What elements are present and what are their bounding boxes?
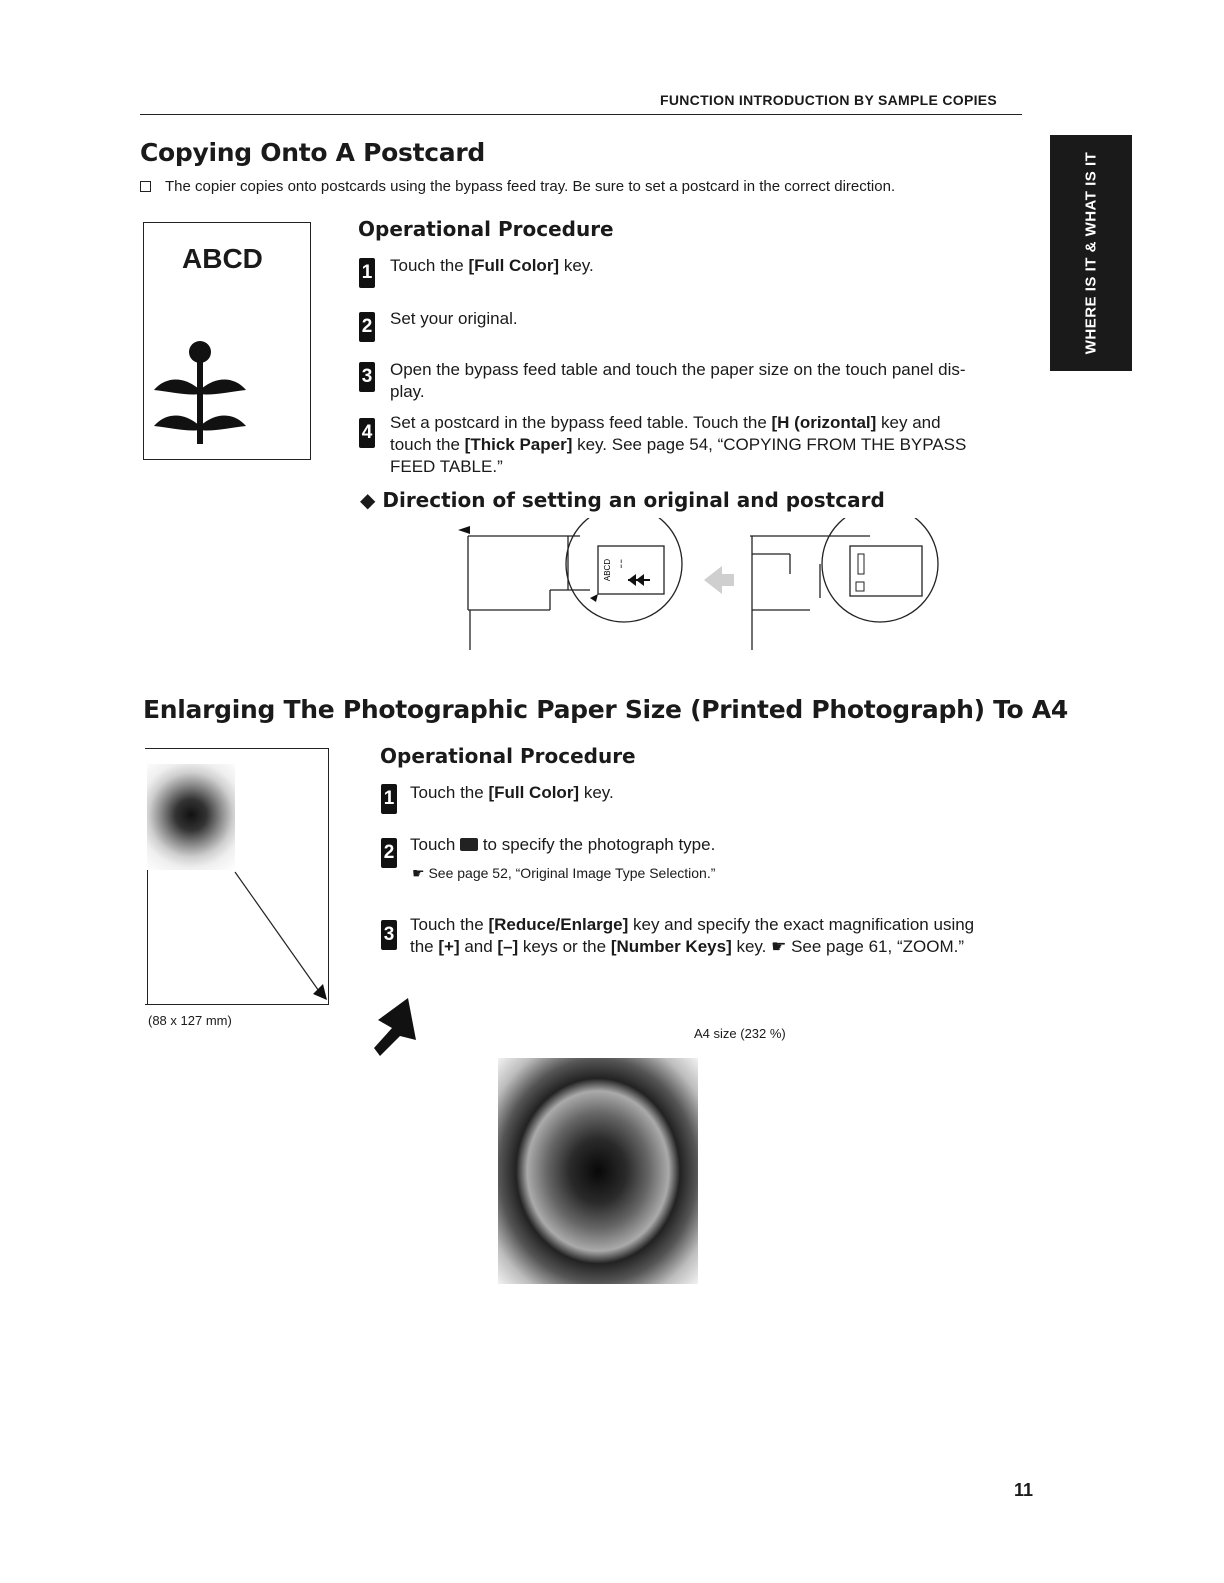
original-figure xyxy=(143,222,311,460)
diagram-small-tick: ¦ xyxy=(620,558,623,568)
diagram-abcd-label: ABCD xyxy=(603,558,612,582)
section-title-postcard: Copying Onto A Postcard xyxy=(140,138,485,167)
diamond-bullet-icon: ◆ xyxy=(360,488,376,512)
full-color-key: [Full Color] xyxy=(468,256,560,275)
note-text: The copier copies onto postcards using the bypass feed tray. Be sure to set a postcard in the correct direction. xyxy=(165,178,896,195)
a4-size-caption: A4 size (232 %) xyxy=(694,1026,786,1041)
step-number-1: 1 xyxy=(359,258,375,288)
step2-number-1: 1 xyxy=(381,784,397,814)
step2-2-reference: ☛ See page 52, “Original Image Type Selection.” xyxy=(412,865,716,881)
note-postcard xyxy=(140,178,895,195)
pointing-hand-icon: ☛ xyxy=(412,865,425,881)
small-size-caption: (88 x 127 mm) xyxy=(148,1013,232,1028)
small-photo-figure xyxy=(145,748,329,1006)
full-color-key-2: [Full Color] xyxy=(488,783,580,802)
running-header: FUNCTION INTRODUCTION BY SAMPLE COPIES xyxy=(660,92,998,108)
step2-number-2: 2 xyxy=(381,838,397,868)
thick-paper-key: [Thick Paper] xyxy=(464,435,573,454)
grey-arrow-icon xyxy=(704,566,734,594)
step-3-text: Open the bypass feed table and touch the paper size on the touch panel dis- play. xyxy=(390,360,966,401)
figure-abcd-text: ABCD xyxy=(182,243,263,274)
step-number-2: 2 xyxy=(359,312,375,342)
step2-2-text: Touch to specify the photograph type. xyxy=(410,835,716,854)
photo-type-icon xyxy=(460,838,478,851)
step2-number-3: 3 xyxy=(381,920,397,950)
number-keys-key: [Number Keys] xyxy=(610,937,732,956)
page-number: 11 xyxy=(1014,1480,1034,1500)
horizontal-key: [H (orizontal] xyxy=(771,413,877,432)
pointing-hand-icon: ☛ xyxy=(771,937,787,956)
minus-key: [–] xyxy=(497,937,519,956)
reduce-enlarge-key: [Reduce/Enlarge] xyxy=(488,915,629,934)
step-number-3: 3 xyxy=(359,362,375,392)
large-rose-photo xyxy=(498,1058,698,1284)
plant-icon xyxy=(152,338,252,448)
direction-diagram xyxy=(450,518,950,654)
checkbox-bullet-icon xyxy=(140,181,151,192)
step-4-text: Set a postcard in the bypass feed table. Touch the [H (orizontal] key and touch the [Thick Paper] key. See page 54, “COPYING FROM THE BYPASS FEED TABLE.” xyxy=(390,413,967,476)
step-2-text: Set your original. xyxy=(390,309,518,328)
step-1-text: Touch the [Full Color] key. xyxy=(390,256,594,275)
header-rule xyxy=(140,114,1022,115)
procedure-title-1: Operational Procedure xyxy=(358,217,614,241)
plus-key: [+] xyxy=(438,937,460,956)
down-arrow-icon xyxy=(370,996,424,1058)
step-number-4: 4 xyxy=(359,418,375,448)
procedure-title-2: Operational Procedure xyxy=(380,744,636,768)
side-tab-label: WHERE IS IT & WHAT IS IT xyxy=(1082,151,1100,355)
step2-3-text: Touch the [Reduce/Enlarge] key and specify the exact magnification using the [+] and [–] keys or the [Number Keys] key. ☛ See page 61, “ZOOM.” xyxy=(410,915,975,956)
enlarge-arrow-icon xyxy=(145,748,329,1006)
section-title-enlarging: Enlarging The Photographic Paper Size (Printed Photograph) To A4 xyxy=(143,695,1068,724)
step2-1-text: Touch the [Full Color] key. xyxy=(410,783,614,802)
direction-heading: ◆ Direction of setting an original and postcard xyxy=(360,488,885,512)
side-tab xyxy=(1050,135,1132,371)
